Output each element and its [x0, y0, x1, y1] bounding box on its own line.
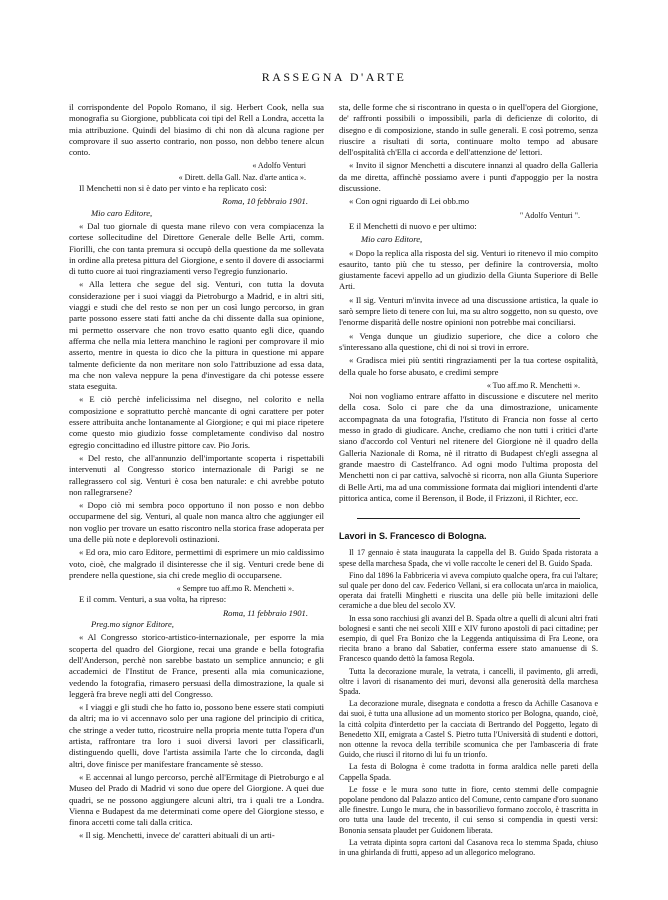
- paragraph: « Venga dunque un giudizio superiore, che dice a coloro che s'interessano alla questione, chi di noi si trovi in errore.: [339, 330, 598, 352]
- paragraph: « Del resto, che all'annunzio dell'importante scoperta i rispettabili intervenuti al Congresso storico internazionale di Parigi se ne rallegrassero col sig. Venturi è cosa ben naturale: e chi avrebbe potuto non rallegrarsene?: [69, 452, 324, 497]
- paragraph: « Gradisca miei più sentiti ringraziamenti per la tua cortese ospitalità, della quale ho forse abusato, e credimi sempre: [339, 355, 598, 377]
- paragraph: sta, delle forme che si riscontrano in questa o in quell'opera del Giorgione, de' raffronti possibili o impossibili, parla di deficienze di colorito, di disegno e di composizione, stando in sulle generali. E così potremo, senza riuscire a risultati di sorta, continuare molto tempo ad abusare dell'ospitalità ch'Ella ci accorda e dell'attenzione de' lettori.: [339, 102, 598, 158]
- paragraph: « E ciò perchè infelicissima nel disegno, nel colorito e nella composizione e soprattutto perchè mancante di ogni carattere per poter essere attribuita anche lontanamente al Giorgione; e qui mi piace ripetere come questo mio giudizio fosse completamente condiviso dal nostro egregio concittadino ed illustre pittore cav. Pio Joris.: [69, 394, 324, 450]
- paragraph: E il Menchetti di nuovo e per ultimo:: [349, 220, 477, 231]
- paragraph: « E accennai al lungo percorso, perchè all'Ermitage di Pietroburgo e al Museo del Prado di Madrid vi sono due opere del Giorgione. A quei due quadri, se ne possono aggiungere alcuni altri, tra i quali tre a Londra. Vienna e Budapest da me determinati come opere del Giorgione stesso, e finora accetti come tali dalla critica.: [69, 771, 324, 828]
- paragraph: Il 17 gennaio è stata inaugurata la cappella del B. Guido Spada ristorata a spese della marchesa Spada, che vi volle raccolte le ceneri del B. Guido Spada.: [339, 548, 598, 568]
- paragraph: il corrispondente del Popolo Romano, il sig. Herbert Cook, nella sua monografia su Giorgione, pubblicata coi tipi del Rell a Londra, accetta la mia attribuzione. Quindi del biasimo di chi non dà alcuna ragione per comprovare il suo asserto contrario, non posso, non debbo tenere alcun conto.: [69, 102, 324, 158]
- paragraph: « Dal tuo giornale di questa mane rilevo con vera compiacenza la cortese sollecitudine del Direttore Generale delle Belle Arti, comm. Fiorilli, che con tanta premura si occupò della questione da me sollevata in ordine alla pretesa pittura del Giorgione, e sento il dovere di associarmi di tutto cuore ai tuoi ringraziamenti verso l'egregio funzionario.: [69, 220, 324, 277]
- paragraph: La vetrata dipinta sopra cartoni dal Casanova reca lo stemma Spada, chiuso in una ghirlanda di frutti, appeso ad un allegorico melograno.: [339, 837, 598, 858]
- letter-date: Roma, 11 febbraio 1901.: [222, 607, 308, 618]
- paragraph: Fino dal 1896 la Fabbriceria vi aveva compiuto qualche opera, fra cui l'altare; sul quale per dono del cav. Federico Vellani, si era collocata un'arca in maiolica, operata dai fratelli Minghetti e riuscita una delle più belle imitazioni delle ceramiche a due bleu del secolo XV.: [339, 570, 598, 611]
- paragraph: E il comm. Venturi, a sua volta, ha ripreso:: [79, 594, 227, 605]
- signature-title: « Dirett. della Gall. Naz. d'arte antica ».: [178, 172, 306, 182]
- paragraph: Il Menchetti non si è dato per vinto e ha replicato così:: [79, 183, 267, 194]
- paragraph: « Ed ora, mio caro Editore, permettimi di esprimere un mio caldissimo voto, cioè, che malgrado il disinteresse che il sig. Venturi crede bene di prendere nella questione, sia chi crede meglio di occuparsene.: [69, 547, 324, 580]
- paragraph: Noi non vogliamo entrare affatto in discussione e discutere nel merito della cosa. Solo ci pare che da una dimostrazione, unicamente accompagnata da una fotografia, l'Istituto di Francia non fosse al certo messo in grado di giudicare. Anche, crediamo che non tutti i critici d'arte siano d'accordo col Venturi nel ritenere del Giorgione nè il quadro della Galleria Nazionale di Roma, nè il ritratto di Budapest ch'egli assegna al grande maestro di Castelfranco. Ad ogni modo l'ultima proposta del Menchetti non ci par cattiva, salvochè si ricorra, non alla Giunta Superiore di Belle Arti, ma ad una commissione formata dai migliori intendenti d'arte pittorica antica, come il Berenson, il Bode, il Frizzoni, il Richter, ecc.: [339, 391, 598, 503]
- paragraph: « Invito il signor Menchetti a discutere innanzi al quadro della Galleria da me diretta, affinchè possiamo avere i punti d'appoggio per la nostra discussione.: [339, 160, 598, 194]
- signature: « Tuo aff.mo R. Menchetti ».: [486, 380, 580, 390]
- left-column: [69, 102, 324, 844]
- paragraph: « Il sig. Menchetti, invece de' caratteri abituali di un arti-: [79, 830, 275, 841]
- salutation: Preg.mo signor Editore,: [91, 619, 174, 630]
- paragraph: Le fosse e le mura sono tutte in fiore, cento stemmi delle compagnie popolane pendono dal Palazzo antico del Comune, cento campane d'oro suonano alle finestre. Lungo le mura, che in bassorilievo formano zoccolo, è trascritta in oro tutta una laude del trecento, il cui senso si compendia in questi versi: Bononia sensata plaudet per Guidonem liberata.: [339, 784, 598, 835]
- paragraph: « Al Congresso storico-artistico-internazionale, per esporre la mia scoperta del quadro del Giorgione, recai una grande e bella fotografia dell'Anderson, perchè non sarebbe bastato un semplice annuncio; e gli accademici de l'Institut de France, presenti alla mia comunicazione, vedendo la fotografia, rimasero persuasi della dimostrazione, la quale si leggerà fra breve negli atti del Congresso.: [69, 632, 324, 699]
- section-divider: [357, 518, 580, 519]
- right-column: [339, 102, 598, 860]
- paragraph: In essa sono racchiusi gli avanzi del B. Spada oltre a quelli di alcuni altri frati bolognesi e santi che nei secoli XIII e XIV furono apostoli di paci cittadine; per esempio, di quel Fra Bonizo che la Leggenda antiquissima di Fra Leone, ora riecita brano a brano dal Sabatier, conferma essere stato amanuense di S. Francesco quando dettò la famosa Regola.: [339, 613, 598, 664]
- signature: « Sempre tuo aff.mo R. Menchetti ».: [176, 584, 294, 594]
- paragraph: « Alla lettera che segue del sig. Venturi, con tutta la dovuta considerazione per i suoi viaggi da Pietroburgo a Madrid, e in altri siti, viaggi e studi che del resto se non per un così lungo percorso, in gran parte possono essere stati fatti anche da chi dissente dalla sua opinione, mi permetto osservare che non trovo esatto quanto egli dice, quando afferma che nella mia lettera manchino le ragioni per comprovare il mio asserto, mentre in questa io dico che la pittura in questione mi appare talmente deficiente da non meritare non solo l'attribuzione ad essa data, ma che non valeva neppure la pena d'investigare da chi potesse essere stata eseguita.: [69, 279, 324, 392]
- signature: " Adolfo Venturi ".: [519, 210, 580, 220]
- paragraph: « Dopo ciò mi sembra poco opportuno il non posso e non debbo occuparmene del sig. Venturi, al quale non manca altro che aggiunger eil non voglio per trovare un esatto riscontro nella storica frase adoperata per una delle più note e deplorevoli ostinazioni.: [69, 500, 324, 544]
- salutation: Mio caro Editore,: [361, 234, 423, 245]
- paragraph: La festa di Bologna è come tradotta in forma araldica nelle pareti della Cappella Spada.: [339, 762, 598, 782]
- paragraph: « I viaggi e gli studi che ho fatto io, possono bene essere stati compiuti da altri; ma io vi accennavo solo per una ragione del principio di critica, che stringe a veder tutto, ricostruire nella propria mente tutta l'opera d'un artista, raffrontare tra loro i suoi diversi lavori per classificarli, distinguendo quelli, dove l'artista assimila l'arte che lo circonda, dagli altri, dove finisce per manifestare francamente sè stesso.: [69, 702, 324, 769]
- paragraph: La decorazione murale, disegnata e condotta a fresco da Achille Casanova e dai suoi, è tutta una allusione ad un momento storico per Bologna, quando, cioè, la città colpita d'interdetto per la cacciata di Bertrando del Poggetto, legato di Benedetto XII, emigrata a Castel S. Pietro tutta l'Università di studenti e dottori, non ottenne la revoca della terribile scomunica che per l'ambasceria di frate Guido, che riuscì il ritorno di lui fu un trionfo.: [339, 699, 598, 760]
- section-title: Lavori in S. Francesco di Bologna.: [339, 531, 487, 542]
- signature: « Adolfo Venturi: [252, 161, 306, 171]
- salutation: Mio caro Editore,: [91, 207, 153, 218]
- paragraph: « Con ogni riguardo di Lei obb.mo: [349, 196, 470, 207]
- section-body: [339, 548, 598, 858]
- paragraph: Tutta la decorazione murale, la vetrata, i cancelli, il pavimento, gli arredi, oltre i lavori di risanamento dei muri, devonsi alla generosità della marchesa Spada.: [339, 666, 598, 697]
- letter-date: Roma, 10 febbraio 1901.: [222, 196, 308, 207]
- paragraph: « Dopo la replica alla risposta del sig. Venturi io ritenevo il mio compito esaurito, tanto più che tu stesso, per definire la controversia, molto giustamente facevi appello ad un giudizio della Giunta Superiore di Belle Arti.: [339, 247, 599, 292]
- paragraph: « Il sig. Venturi m'invita invece ad una discussione artistica, la quale io sarò sempre lieto di tenere con lui, ma su altro soggetto, non su questo, ove l'enorme disparità delle nostre opinioni non potrebbe mai conciliarsi.: [339, 294, 598, 328]
- running-header: RASSEGNA D'ARTE: [261, 70, 407, 84]
